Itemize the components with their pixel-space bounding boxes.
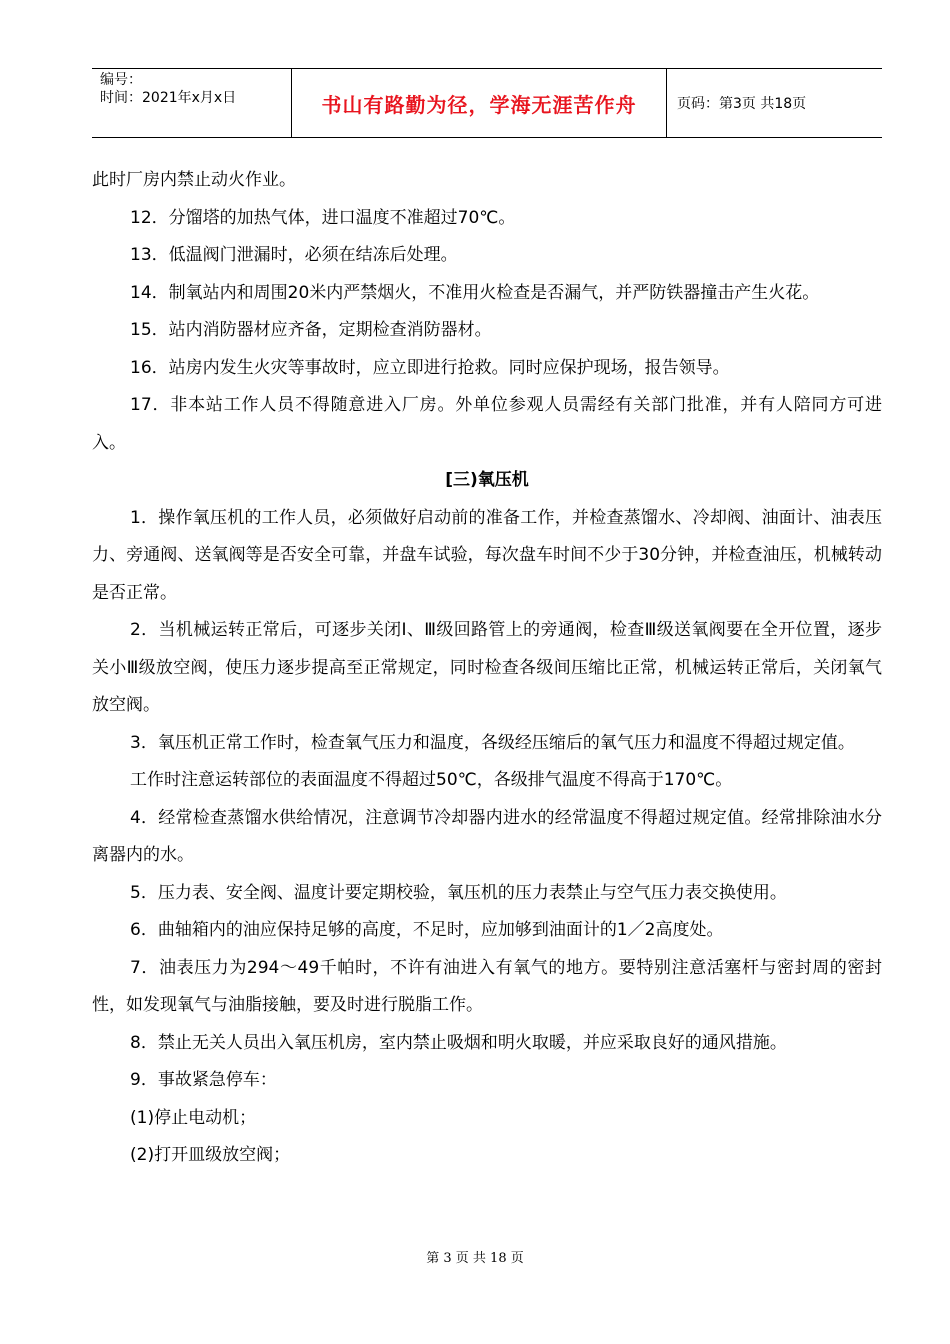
document-number-label: 编号： — [100, 72, 142, 88]
paragraph: 17．非本站工作人员不得随意进入厂房。外单位参观人员需经有关部门批准，并有人陪同方可进入。 — [92, 395, 882, 453]
paragraph: 8．禁止无关人员出入氧压机房，室内禁止吸烟和明火取暖，并应采取良好的通风措施。 — [130, 1032, 787, 1053]
footer-page-number: 第 3 页 共 18 页 — [426, 1251, 524, 1266]
page-footer — [0, 1247, 950, 1266]
paragraph: (1)停止电动机； — [130, 1107, 257, 1128]
paragraph: 此时厂房内禁止动火作业。 — [92, 170, 296, 190]
paragraph: 4．经常检查蒸馏水供给情况，注意调节冷却器内进水的经常温度不得超过规定值。经常排除油水分离器内的水。 — [92, 807, 882, 865]
header-motto: 书山有路勤为径，学海无涯苦作舟 — [321, 92, 637, 117]
paragraph: 16．站房内发生火灾等事故时，应立即进行抢救。同时应保护现场，报告领导。 — [130, 357, 730, 378]
paragraph: 1．操作氧压机的工作人员，必须做好启动前的准备工作，并检查蒸馏水、冷却阀、油面计、油表压力、旁通阀、送氧阀等是否安全可靠，并盘车试验，每次盘车时间不少于30分钟，并检查油压，机械转动是否正常。 — [92, 507, 882, 603]
paragraph: 5．压力表、安全阀、温度计要定期校验，氧压机的压力表禁止与空气压力表交换使用。 — [130, 882, 787, 903]
header-meta — [92, 69, 292, 137]
header-motto-cell — [292, 69, 667, 137]
page-header — [92, 68, 882, 138]
paragraph: 3．氧压机正常工作时，检查氧气压力和温度，各级经压缩后的氧气压力和温度不得超过规定值。 — [130, 732, 855, 753]
section-title: [三)氧压机 — [445, 470, 529, 490]
paragraph: 6．曲轴箱内的油应保持足够的高度，不足时，应加够到油面计的1／2高度处。 — [130, 920, 724, 940]
header-page-info: 页码：第3页 共18页 — [677, 96, 807, 112]
paragraph: 2．当机械运转正常后，可逐步关闭Ⅰ、Ⅲ级回路管上的旁通阀，检查Ⅲ级送氧阀要在全开位置，逐步关小Ⅲ级放空阀，使压力逐步提高至正常规定，同时检查各级间压缩比正常，机械运转正常后，关闭氧气放空阀。 — [92, 620, 882, 715]
paragraph: 9．事故紧急停车： — [130, 1070, 277, 1090]
paragraph: 14．制氧站内和周围20米内严禁烟火，不准用火检查是否漏气，并严防铁器撞击产生火花。 — [130, 282, 820, 303]
header-page-info-cell — [667, 69, 882, 137]
paragraph: (2)打开皿级放空阀； — [130, 1145, 291, 1165]
paragraph: 15．站内消防器材应齐备，定期检查消防器材。 — [130, 320, 492, 340]
paragraph: 7．油表压力为294～49千帕时，不许有油进入有氧气的地方。要特别注意活塞杆与密封周的密封性，如发现氧气与油脂接触，要及时进行脱脂工作。 — [92, 957, 882, 1015]
paragraph: 13．低温阀门泄漏时，必须在结冻后处理。 — [130, 245, 458, 265]
document-date: 时间：2021年x月x日 — [100, 90, 237, 106]
paragraph: 工作时注意运转部位的表面温度不得超过50℃，各级排气温度不得高于170℃。 — [130, 770, 733, 790]
document-body — [92, 162, 882, 1175]
paragraph: 12．分馏塔的加热气体，进口温度不准超过70℃。 — [130, 207, 516, 228]
